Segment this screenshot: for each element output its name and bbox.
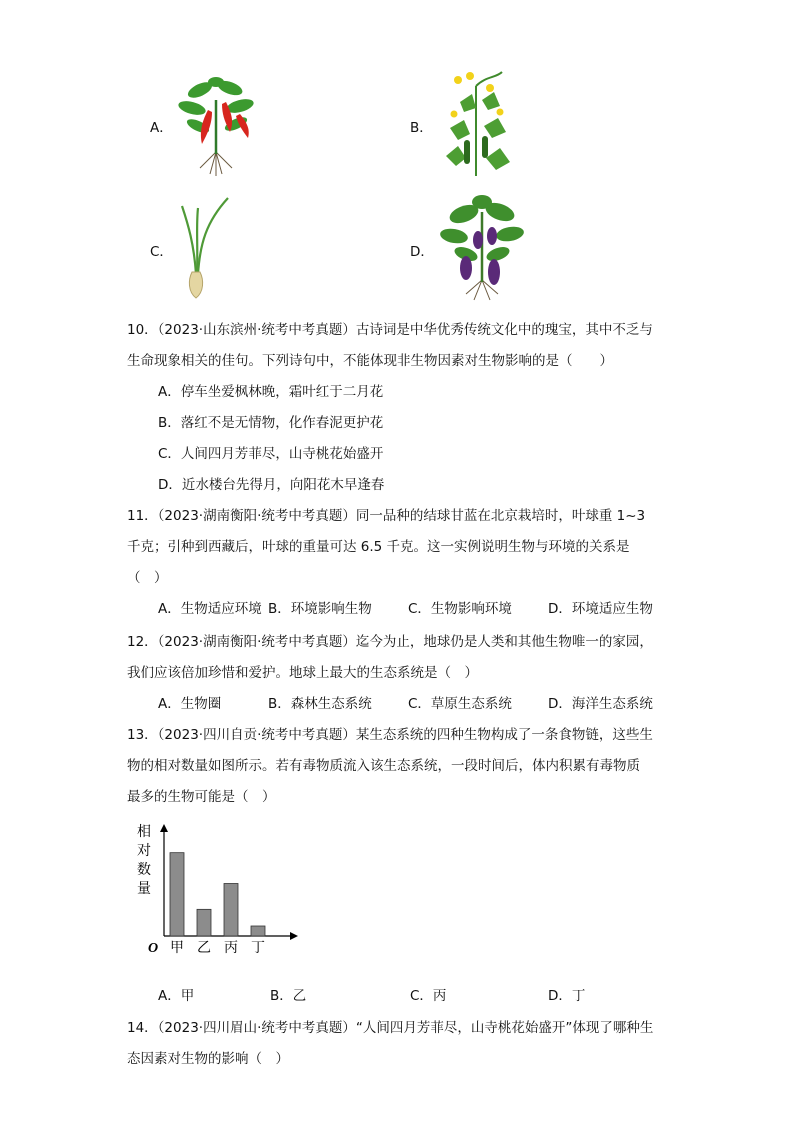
cucumber-vine-icon <box>436 66 518 178</box>
question-10-option-d: D．近水楼台先得月，向阳花木早逢春 <box>158 477 385 493</box>
y-axis-arrow <box>160 824 168 832</box>
option-c-label: C． <box>150 244 173 260</box>
y-axis-label <box>137 823 151 897</box>
question-10-text-line2: 生命现象相关的佳句。下列诗句中，不能体现非生物因素对生物影响的是（ ） <box>127 353 613 369</box>
bar-1 <box>197 909 211 936</box>
x-tick-label-1: 乙 <box>197 940 211 956</box>
question-12-option-d: D．海洋生态系统 <box>548 696 653 712</box>
question-10-option-b: B．落红不是无情物，化作春泥更护花 <box>158 415 384 431</box>
question-11-option-c: C．生物影响环境 <box>408 601 512 617</box>
bar-2 <box>224 884 238 937</box>
scallion-icon <box>176 194 236 302</box>
y-axis-label-char: 量 <box>137 881 151 897</box>
question-11-text-line1: 11．（2023·湖南衡阳·统考中考真题）同一品种的结球甘蓝在北京栽培时，叶球重 1~3 <box>127 508 646 524</box>
question-12-option-b: B．森林生态系统 <box>268 696 372 712</box>
question-11-text-line2: 千克；引种到西藏后，叶球的重量可达 6.5 千克。这一实例说明生物与环境的关系是 <box>127 539 630 555</box>
question-13-option-d: D．丁 <box>548 988 586 1004</box>
option-a-label: A． <box>150 120 173 136</box>
question-11-option-a: A．生物适应环境 <box>158 601 262 617</box>
question-10-text-line1: 10．（2023·山东滨州·统考中考真题）古诗词是中华优秀传统文化中的瑰宝，其中不乏与 <box>127 322 653 338</box>
eggplant-plant-icon <box>436 192 528 304</box>
x-tick-label-2: 丙 <box>224 940 238 956</box>
relative-quantity-bar-chart <box>120 818 320 968</box>
question-11-text-line3: （ ） <box>127 570 168 586</box>
question-13-text-line1: 13．（2023·四川自贡·统考中考真题）某生态系统的四种生物构成了一条食物链，这些生 <box>127 727 653 743</box>
y-axis-label-char: 数 <box>137 862 151 878</box>
bar-3 <box>251 926 265 936</box>
question-13-option-a: A．甲 <box>158 988 195 1004</box>
question-12-text-line2: 我们应该倍加珍惜和爱护。地球上最大的生态系统是（ ） <box>127 665 478 681</box>
question-12-option-a: A．生物圈 <box>158 696 222 712</box>
question-13-text-line2: 物的相对数量如图所示。若有毒物质流入该生态系统，一段时间后，体内积累有毒物质 <box>127 758 640 774</box>
question-13-text-line3: 最多的生物可能是（ ） <box>127 789 276 805</box>
question-12-option-c: C．草原生态系统 <box>408 696 512 712</box>
option-b-label: B． <box>410 120 433 136</box>
question-10-option-a: A．停车坐爱枫林晚，霜叶红于二月花 <box>158 384 384 400</box>
question-14-text-line2: 态因素对生物的影响（ ） <box>127 1051 289 1067</box>
x-tick-label-3: 丁 <box>251 940 265 956</box>
x-tick-label-0: 甲 <box>170 940 184 956</box>
option-d-label: D． <box>410 244 434 260</box>
question-11-option-b: B．环境影响生物 <box>268 601 372 617</box>
question-10-option-c: C．人间四月芳菲尽，山寺桃花始盛开 <box>158 446 384 462</box>
question-11-option-d: D．环境适应生物 <box>548 601 653 617</box>
question-12-text-line1: 12．（2023·湖南衡阳·统考中考真题）迄今为止，地球仍是人类和其他生物唯一的家园， <box>127 634 653 650</box>
x-axis-arrow <box>290 932 298 940</box>
question-13-option-b: B．乙 <box>270 988 307 1004</box>
pepper-plant-icon <box>170 70 262 178</box>
question-14-text-line1: 14．（2023·四川眉山·统考中考真题）“人间四月芳菲尽，山寺桃花始盛开”体现了哪种生 <box>127 1020 654 1036</box>
origin-label: O <box>148 941 159 956</box>
y-axis-label-char: 对 <box>137 843 151 859</box>
y-axis-label-char: 相 <box>137 824 151 840</box>
bar-0 <box>170 853 184 936</box>
question-13-option-c: C．丙 <box>410 988 447 1004</box>
